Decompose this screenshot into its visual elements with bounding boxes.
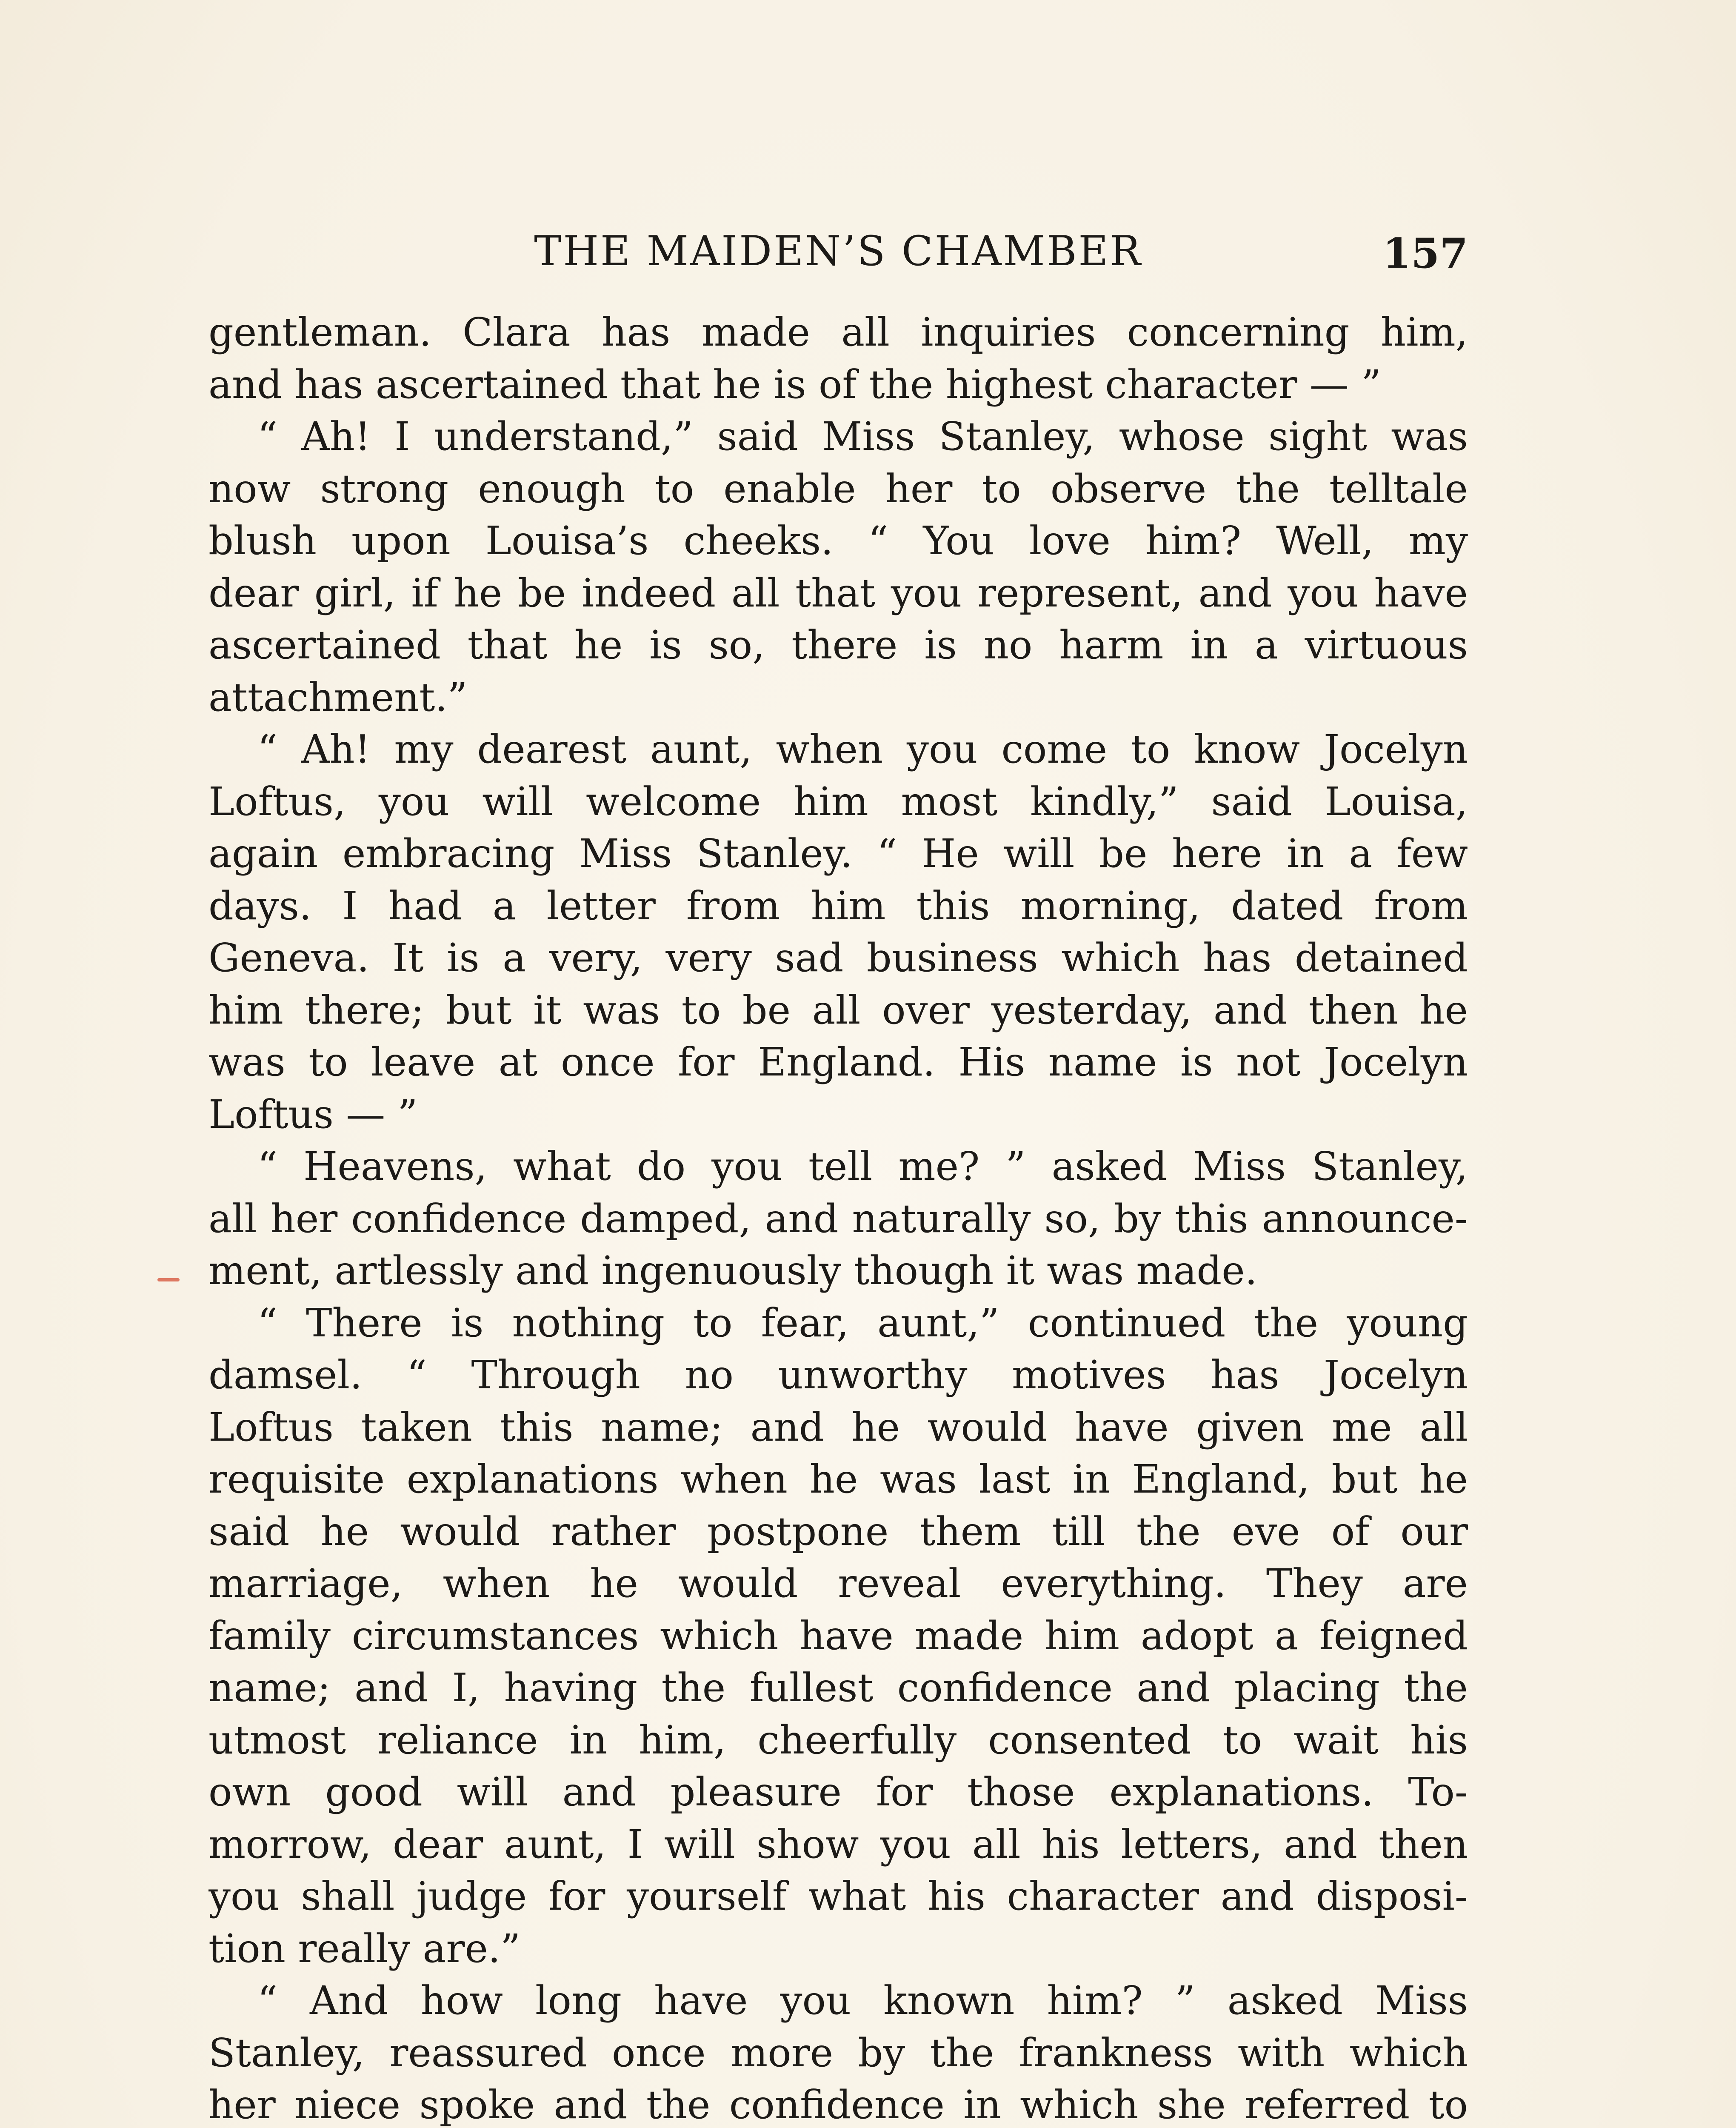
text-line: utmost reliance in him, cheerfully consented to wait his [208,1717,1468,1763]
text-line: Loftus — ” [208,1091,418,1137]
text-line: her niece spoke and the confidence in which she referred to [208,2082,1468,2128]
text-line: said he would rather postpone them till the eve of our [208,1508,1468,1554]
text-line: him there; but it was to be all over yesterday, and then he [208,987,1468,1033]
text-line: was to leave at once for England. His name is not Jocelyn [208,1039,1468,1085]
chapter-title: THE MAIDEN’S CHAMBER [534,227,1142,275]
page-number: 157 [1382,229,1468,277]
running-head [208,221,1468,281]
text-line: now strong enough to enable her to observe the telltale [208,466,1468,512]
body-text [208,306,1468,2128]
text-line: ment, artlessly and ingenuously though it was made. [208,1248,1257,1293]
text-line: tion really are.” [208,1925,521,1971]
text-line: attachment.” [208,674,468,720]
text-line: days. I had a letter from him this morning, dated from [208,883,1468,929]
text-line: Loftus, you will welcome him most kindly,” said Louisa, [208,778,1468,824]
margin-mark [157,1278,180,1281]
text-line: blush upon Louisa’s cheeks. “ You love him? Well, my [208,518,1468,563]
text-line: and has ascertained that he is of the highest character — ” [208,361,1382,407]
text-line: “ And how long have you known him? ” asked Miss [257,1978,1468,2023]
text-line: requisite explanations when he was last in England, but he [208,1456,1468,1502]
text-line: own good will and pleasure for those explanations. To- [208,1769,1468,1815]
text-line: Stanley, reassured once more by the frankness with which [208,2030,1468,2076]
text-line: ascertained that he is so, there is no harm in a virtuous [208,622,1468,668]
text-line: “ Ah! my dearest aunt, when you come to know Jocelyn [257,726,1468,772]
text-line: damsel. “ Through no unworthy motives has Jocelyn [208,1352,1468,1398]
text-line: “ Ah! I understand,” said Miss Stanley, whose sight was [257,414,1468,459]
text-line: “ Heavens, what do you tell me? ” asked Miss Stanley, [257,1144,1468,1189]
text-line: morrow, dear aunt, I will show you all his letters, and then [208,1821,1468,1867]
text-line: name; and I, having the fullest confidence and placing the [208,1665,1468,1710]
text-line: you shall judge for yourself what his character and disposi- [208,1873,1468,1919]
text-line: dear girl, if he be indeed all that you represent, and you have [208,570,1468,616]
text-line: gentleman. Clara has made all inquiries concerning him, [208,309,1468,355]
text-line: Geneva. It is a very, very sad business which has detained [208,935,1468,981]
text-line: family circumstances which have made him adopt a feigned [208,1613,1468,1659]
text-line: Loftus taken this name; and he would have given me all [208,1404,1468,1450]
text-line: marriage, when he would reveal everything. They are [208,1561,1468,1606]
text-line: all her confidence damped, and naturally so, by this announce- [208,1196,1468,1241]
text-line: again embracing Miss Stanley. “ He will be here in a few [208,831,1468,876]
text-line: “ There is nothing to fear, aunt,” continued the young [257,1300,1468,1346]
